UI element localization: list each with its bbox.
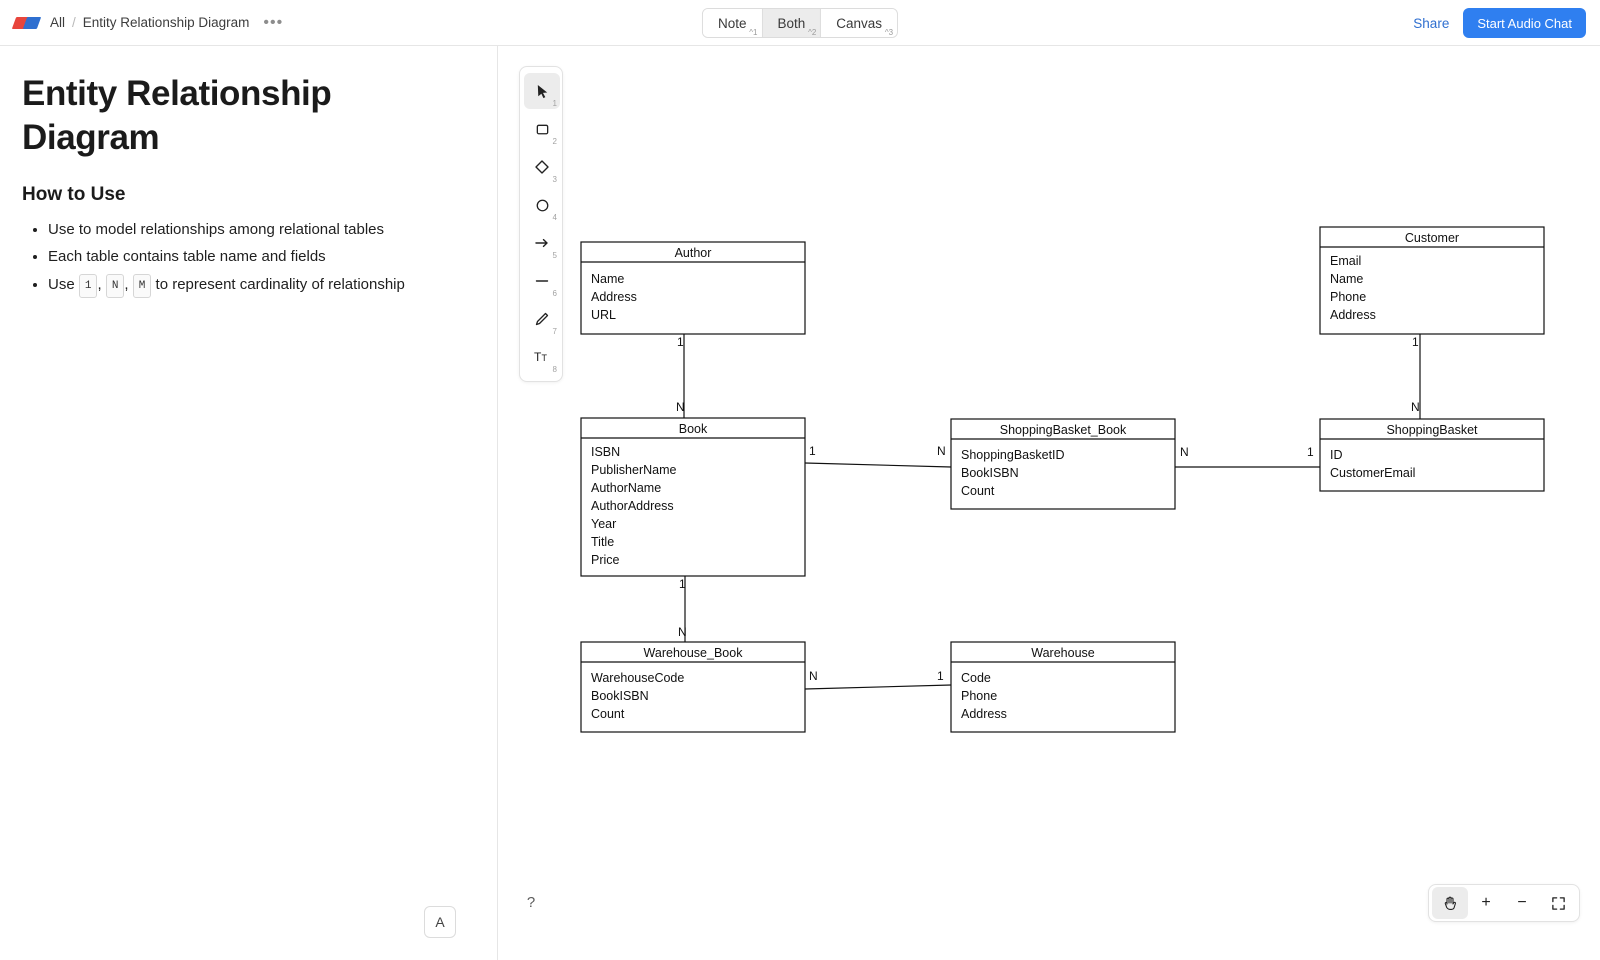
view-mode-switch (702, 8, 898, 38)
tab-both-label: Both (777, 15, 806, 31)
svg-text:T: T (541, 353, 547, 363)
diamond-tool[interactable] (524, 149, 560, 185)
cardinality-label: N (676, 400, 685, 414)
table-field: CustomerEmail (1330, 466, 1416, 480)
table-warehouse[interactable] (951, 642, 1175, 732)
table-field: ISBN (591, 445, 621, 459)
cardinality-label: 1 (937, 669, 944, 683)
tab-note-shortcut: ^1 (749, 28, 758, 37)
table-shoppingbasket[interactable] (1320, 419, 1544, 491)
top-bar (0, 0, 1600, 46)
zoom-toolbar (1428, 884, 1580, 922)
cardinality-label: 1 (809, 444, 816, 458)
tab-both-shortcut: ^2 (808, 28, 817, 37)
fit-screen-button[interactable] (1540, 887, 1576, 919)
table-field: WarehouseCode (591, 671, 685, 685)
top-bar-actions (1413, 8, 1586, 38)
cardinality-label: 1 (1412, 335, 1419, 349)
breadcrumb-all[interactable]: All (50, 15, 66, 30)
select-tool[interactable] (524, 73, 560, 109)
app-logo (14, 15, 40, 31)
table-field: ID (1330, 448, 1343, 462)
cardinality-label: N (809, 669, 818, 683)
table-title: Author (674, 246, 712, 260)
pencil-tool[interactable] (524, 301, 560, 337)
table-field: Email (1330, 254, 1362, 268)
edge-book-shoppingbasketbook (805, 463, 951, 467)
table-title: ShoppingBasket (1386, 423, 1478, 437)
table-title: Warehouse (1031, 646, 1095, 660)
table-field: Phone (961, 689, 998, 703)
table-field: ShoppingBasketID (961, 448, 1065, 462)
font-size-button[interactable]: A (424, 906, 456, 938)
arrow-tool[interactable] (524, 225, 560, 261)
cardinality-label: 1 (677, 335, 684, 349)
rectangle-tool[interactable] (524, 111, 560, 147)
table-field: PublisherName (591, 463, 677, 477)
share-button[interactable]: Share (1413, 15, 1450, 31)
table-warehouse-book[interactable] (581, 642, 805, 732)
list-item: • Use 1 , N , M to represent cardinality of relationship (48, 271, 475, 299)
line-tool[interactable] (524, 263, 560, 299)
key-cap-1: 1 (79, 274, 98, 298)
table-field: URL (591, 308, 617, 322)
zoom-out-button[interactable]: − (1517, 894, 1527, 911)
table-field: AuthorName (591, 481, 662, 495)
text-tool-number: 8 (552, 365, 557, 374)
table-customer[interactable] (1320, 227, 1544, 334)
table-field: AuthorAddress (591, 499, 674, 513)
select-tool-number: 1 (552, 99, 557, 108)
arrow-tool-number: 5 (552, 251, 557, 260)
bullet3-suffix: to represent cardinality of relationship (155, 276, 405, 293)
edge-warehousebook-warehouse (805, 685, 951, 689)
table-title: Book (678, 422, 708, 436)
line-tool-number: 6 (552, 289, 557, 298)
table-field: Address (1330, 308, 1376, 322)
breadcrumb-separator: / (72, 15, 76, 30)
table-title: Warehouse_Book (643, 646, 743, 660)
bullet3-prefix: Use (48, 276, 75, 293)
diamond-tool-number: 3 (552, 175, 557, 184)
table-author[interactable] (581, 242, 805, 334)
table-shoppingbasket-book[interactable] (951, 419, 1175, 509)
key-cap-n: N (106, 274, 125, 298)
start-audio-chat-button[interactable]: Start Audio Chat (1463, 8, 1586, 38)
table-field: Price (591, 553, 620, 567)
tab-canvas-label: Canvas (836, 15, 883, 31)
cardinality-label: 1 (1307, 445, 1314, 459)
hand-tool[interactable] (1432, 887, 1468, 919)
text-tool[interactable] (524, 339, 560, 375)
table-field: Title (591, 535, 615, 549)
pencil-tool-number: 7 (552, 327, 557, 336)
table-field: Name (1330, 272, 1364, 286)
list-item: • Each table contains table name and fields (48, 243, 475, 271)
ellipse-tool[interactable] (524, 187, 560, 223)
more-options-icon[interactable]: ••• (263, 13, 284, 31)
cardinality-label: N (1180, 445, 1189, 459)
breadcrumb (50, 15, 249, 30)
breadcrumb-title[interactable]: Entity Relationship Diagram (82, 15, 250, 30)
table-field: Count (961, 484, 995, 498)
ellipse-tool-number: 4 (552, 213, 557, 222)
cardinality-label: N (1411, 400, 1420, 414)
tab-canvas[interactable] (821, 9, 897, 37)
table-title: ShoppingBasket_Book (999, 423, 1127, 437)
table-field: Code (961, 671, 991, 685)
note-pane (0, 46, 498, 960)
table-field: BookISBN (591, 689, 649, 703)
tab-both[interactable] (762, 9, 821, 37)
key-cap-m: M (133, 274, 152, 298)
cardinality-label: 1 (679, 577, 686, 591)
table-field: BookISBN (961, 466, 1019, 480)
list-item: • Use to model relationships among relational tables (48, 216, 475, 244)
er-diagram (499, 46, 1600, 960)
table-field: Count (591, 707, 625, 721)
cardinality-label: N (937, 444, 946, 458)
tab-note[interactable] (703, 9, 763, 37)
how-to-use-list (22, 216, 475, 299)
page-title: Entity Relationship Diagram (22, 74, 332, 157)
tool-palette (519, 66, 563, 382)
table-field: Year (591, 517, 617, 531)
tab-canvas-shortcut: ^3 (884, 28, 894, 37)
cardinality-label: N (678, 625, 687, 639)
table-field: Address (591, 290, 637, 304)
canvas-pane[interactable] (499, 46, 1600, 960)
table-field: Name (591, 272, 625, 286)
table-field: Address (961, 707, 1007, 721)
svg-text:T: T (534, 350, 542, 364)
help-button[interactable]: ? (526, 893, 536, 911)
table-title: Customer (1404, 231, 1460, 245)
how-to-use-heading: How to Use (22, 183, 126, 205)
table-book[interactable] (581, 418, 805, 576)
zoom-in-button[interactable]: + (1481, 894, 1491, 911)
table-field: Phone (1330, 290, 1367, 304)
tab-note-label: Note (717, 15, 747, 31)
rectangle-tool-number: 2 (552, 137, 557, 146)
